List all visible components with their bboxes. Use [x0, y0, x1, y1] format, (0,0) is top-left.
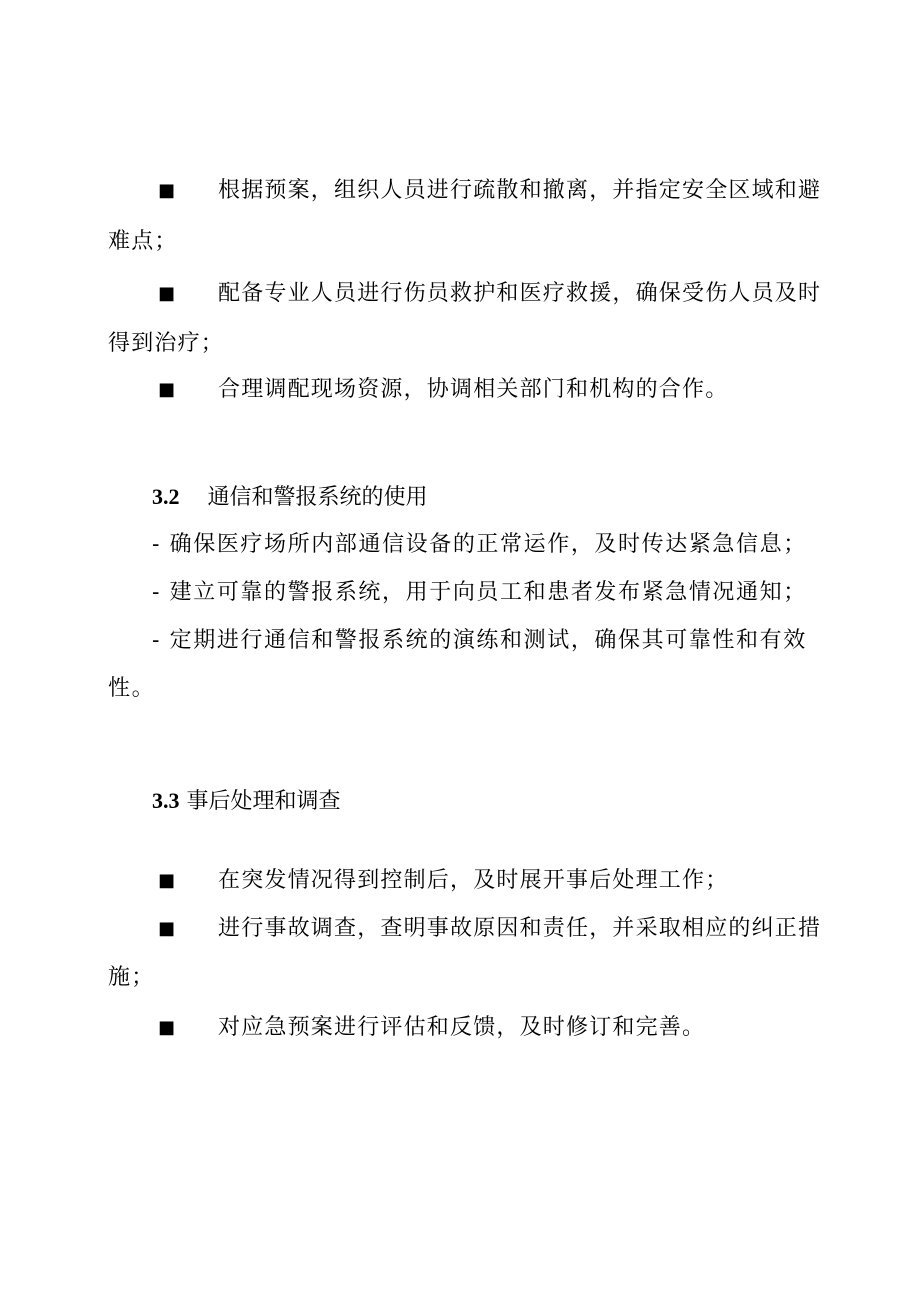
- section-title: 通信和警报系统的使用: [207, 485, 428, 510]
- dash-item-2: - 建立可靠的警报系统，用于向员工和患者发布紧急情况通知；: [152, 580, 807, 605]
- section-title: 事后处理和调查: [186, 789, 341, 814]
- bullet-item-5-line1: 进行事故调查，查明事故原因和责任，并采取相应的纠正措: [218, 916, 822, 941]
- bullet-item-5-line2: 施；: [108, 965, 155, 990]
- section-number: 3.2: [152, 484, 180, 509]
- bullet-item-3-line1: 合理调配现场资源，协调相关部门和机构的合作。: [218, 377, 729, 402]
- bullet-icon: ■: [158, 283, 176, 304]
- section-heading-3-3: [152, 786, 341, 817]
- bullet-icon: ■: [158, 870, 176, 891]
- section-heading-3-2: [152, 482, 428, 513]
- bullet-item-6-line1: 对应急预案进行评估和反馈，及时修订和完善。: [218, 1015, 706, 1040]
- dash-item-1: - 确保医疗场所内部通信设备的正常运作，及时传达紧急信息；: [152, 532, 807, 557]
- bullet-item-2-line1: 配备专业人员进行伤员救护和医疗救援，确保受伤人员及时: [218, 281, 822, 306]
- bullet-item-4-line1: 在突发情况得到控制后，及时展开事后处理工作；: [218, 868, 729, 893]
- bullet-icon: ■: [158, 379, 176, 400]
- bullet-item-1-line1: 根据预案，组织人员进行疏散和撤离，并指定安全区域和避: [218, 178, 822, 203]
- dash-item-3-line1: - 定期进行通信和警报系统的演练和测试，确保其可靠性和有效: [152, 628, 807, 653]
- bullet-item-1-line2: 难点；: [108, 229, 178, 254]
- bullet-icon: ■: [158, 180, 176, 201]
- dash-item-3-line2: 性。: [108, 676, 156, 701]
- bullet-icon: ■: [158, 918, 176, 939]
- bullet-item-2-line2: 得到治疗；: [108, 331, 225, 356]
- bullet-icon: ■: [158, 1017, 176, 1038]
- section-number: 3.3: [152, 788, 180, 813]
